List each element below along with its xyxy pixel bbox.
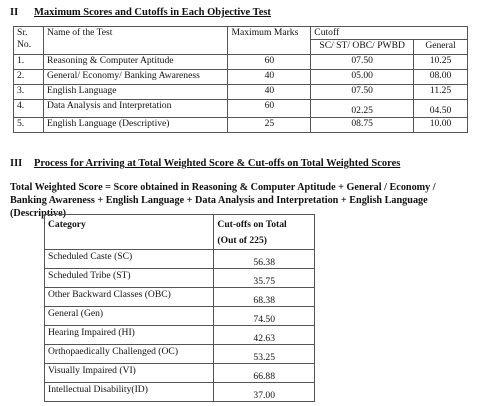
sr-no-cell: 5. bbox=[14, 118, 44, 133]
header-sc-st-obc-pwbd: SC/ ST/ OBC/ PWBD bbox=[311, 40, 414, 55]
maximum-marks-cell: 40 bbox=[228, 85, 311, 100]
header-category: Category bbox=[45, 215, 214, 250]
header-cutoffs-total: Cut-offs on Total (Out of 225) bbox=[214, 215, 315, 250]
maximum-marks-cell: 60 bbox=[228, 55, 311, 70]
table-row bbox=[45, 307, 315, 326]
cutoff-value-cell: 68.38 bbox=[214, 288, 315, 307]
cutoff-general-cell: 08.00 bbox=[414, 70, 468, 85]
table-row bbox=[45, 288, 315, 307]
sr-no-cell: 4. bbox=[14, 100, 44, 118]
section-2-title: Maximum Scores and Cutoffs in Each Objective Test bbox=[34, 7, 271, 18]
table-row bbox=[45, 326, 315, 345]
sr-no-cell: 3. bbox=[14, 85, 44, 100]
test-name-cell: English Language bbox=[43, 85, 228, 100]
header-test-name: Name of the Test bbox=[43, 27, 228, 55]
test-name-cell: Data Analysis and Interpretation bbox=[43, 100, 228, 118]
sr-no-cell: 1. bbox=[14, 55, 44, 70]
test-name-cell: General/ Economy/ Banking Awareness bbox=[43, 70, 228, 85]
cutoff-general-cell: 04.50 bbox=[414, 100, 468, 118]
cutoff-general-cell: 10.00 bbox=[414, 118, 468, 133]
category-cell: Other Backward Classes (OBC) bbox=[45, 288, 214, 307]
table-row bbox=[45, 269, 315, 288]
cutoff-sc-st-obc-pwbd-cell: 02.25 bbox=[311, 100, 414, 118]
table-header-row bbox=[45, 215, 315, 250]
maximum-marks-cell: 40 bbox=[228, 70, 311, 85]
category-cell: Scheduled Tribe (ST) bbox=[45, 269, 214, 288]
section-3-number: III bbox=[10, 158, 23, 169]
section-2-heading bbox=[10, 7, 271, 18]
header-sr-no: Sr. No. bbox=[14, 27, 44, 55]
cutoff-sc-st-obc-pwbd-cell: 07.50 bbox=[311, 55, 414, 70]
cutoff-general-cell: 10.25 bbox=[414, 55, 468, 70]
table-row bbox=[14, 85, 468, 100]
maximum-marks-cell: 25 bbox=[228, 118, 311, 133]
table-row bbox=[45, 250, 315, 269]
test-name-cell: English Language (Descriptive) bbox=[43, 118, 228, 133]
category-cell: Scheduled Caste (SC) bbox=[45, 250, 214, 269]
cutoff-general-cell: 11.25 bbox=[414, 85, 468, 100]
header-maximum-marks: Maximum Marks bbox=[228, 27, 311, 55]
category-cell: General (Gen) bbox=[45, 307, 214, 326]
weighted-score-cutoff-table bbox=[44, 214, 315, 402]
objective-test-cutoff-table bbox=[13, 26, 468, 133]
table-header-row bbox=[14, 27, 468, 40]
sr-no-cell: 2. bbox=[14, 70, 44, 85]
cutoff-value-cell: 66.88 bbox=[214, 364, 315, 383]
total-weighted-score-formula: Total Weighted Score = Score obtained in Reasoning & Computer Aptitude + General / Economy / Banking Awareness + English Language + Data Analysis and Interpretation + English Language (Descriptive) bbox=[10, 182, 436, 219]
table-row bbox=[14, 70, 468, 85]
table-row bbox=[14, 55, 468, 70]
category-cell: Orthopaedically Challenged (OC) bbox=[45, 345, 214, 364]
cutoff-value-cell: 42.63 bbox=[214, 326, 315, 345]
header-cutoff: Cutoff bbox=[311, 27, 468, 40]
table-row bbox=[14, 118, 468, 133]
cutoff-value-cell: 74.50 bbox=[214, 307, 315, 326]
category-cell: Intellectual Disability(ID) bbox=[45, 383, 214, 402]
table-row bbox=[45, 383, 315, 402]
section-3-title: Process for Arriving at Total Weighted Score & Cut-offs on Total Weighted Scores bbox=[34, 158, 401, 169]
category-cell: Visually Impaired (VI) bbox=[45, 364, 214, 383]
cutoff-value-cell: 56.38 bbox=[214, 250, 315, 269]
table-row bbox=[45, 345, 315, 364]
cutoff-value-cell: 37.00 bbox=[214, 383, 315, 402]
cutoff-value-cell: 35.75 bbox=[214, 269, 315, 288]
section-2-number: II bbox=[10, 7, 19, 18]
table-row bbox=[45, 364, 315, 383]
section-3-heading bbox=[10, 158, 400, 169]
category-cell: Hearing Impaired (HI) bbox=[45, 326, 214, 345]
table-row bbox=[14, 100, 468, 118]
cutoff-value-cell: 53.25 bbox=[214, 345, 315, 364]
cutoff-sc-st-obc-pwbd-cell: 07.50 bbox=[311, 85, 414, 100]
test-name-cell: Reasoning & Computer Aptitude bbox=[43, 55, 228, 70]
cutoff-sc-st-obc-pwbd-cell: 08.75 bbox=[311, 118, 414, 133]
maximum-marks-cell: 60 bbox=[228, 100, 311, 118]
cutoff-sc-st-obc-pwbd-cell: 05.00 bbox=[311, 70, 414, 85]
header-general: General bbox=[414, 40, 468, 55]
